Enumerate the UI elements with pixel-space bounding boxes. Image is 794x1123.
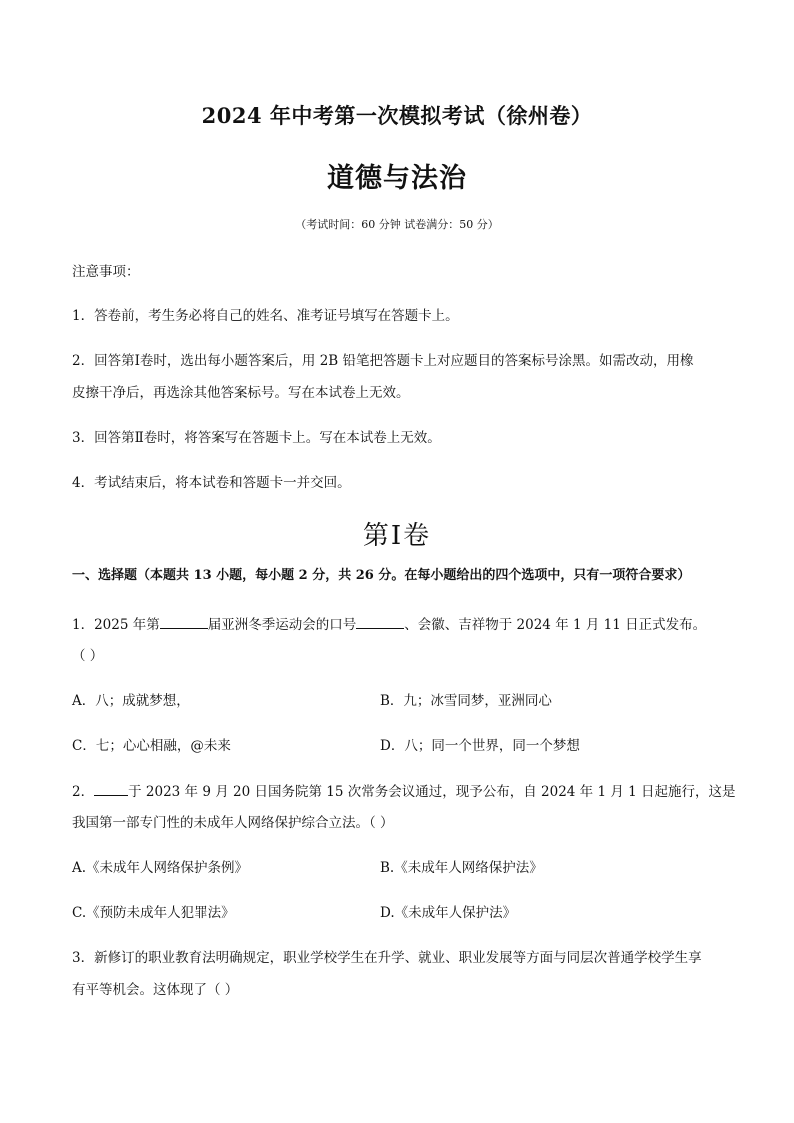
exam-title: 2024 年中考第一次模拟考试（徐州卷） <box>201 103 593 128</box>
question-2-text-a: 2． <box>72 784 95 800</box>
notice-item-1: 1．答卷前，考生务必将自己的姓名、准考证号填写在答题卡上。 <box>72 308 459 324</box>
subject-title: 道德与法治 <box>327 163 467 194</box>
notice-item-3: 3．回答第Ⅱ卷时，将答案写在答题卡上。写在本试卷上无效。 <box>72 430 441 446</box>
question-2-stem <box>72 781 736 802</box>
question-1-option-a: A．八；成就梦想， <box>72 693 190 709</box>
question-2-option-a: A.《未成年人网络保护条例》 <box>72 860 249 876</box>
section-title: 第Ⅰ卷 <box>362 521 432 551</box>
question-1-option-b: B．九；冰雪同梦，亚洲同心 <box>380 693 552 709</box>
question-1-text-c: 、会徽、吉祥物于 2024 年 1 月 11 日正式发布。 <box>404 617 707 633</box>
notice-item-4: 4．考试结束后，将本试卷和答题卡一并交回。 <box>72 475 351 491</box>
notice-heading: 注意事项： <box>72 264 140 280</box>
question-2-option-d: D.《未成年人保护法》 <box>380 905 517 921</box>
question-2-option-c: C.《预防未成年人犯罪法》 <box>72 905 235 921</box>
section-instruction: 一、选择题（本题共 13 小题，每小题 2 分，共 26 分。在每小题给出的四个选项中，只有一项符合要求） <box>72 568 691 583</box>
answer-blank <box>356 614 404 629</box>
notice-item-2-cont: 皮擦干净后，再选涂其他答案标号。写在本试卷上无效。 <box>72 385 410 401</box>
notice-item-2: 2．回答第Ⅰ卷时，选出每小题答案后，用 2B 铅笔把答题卡上对应题目的答案标号涂黑。如需改动，用橡 <box>72 353 694 369</box>
answer-blank <box>160 614 208 629</box>
question-1-stem <box>72 614 706 635</box>
question-2-stem-line2: 我国第一部专门性的未成年人网络保护综合立法。（ ） <box>72 815 394 831</box>
question-1-text-a: 1．2025 年第 <box>72 617 160 633</box>
exam-info: （考试时间：60 分钟 试卷满分：50 分） <box>295 218 499 231</box>
question-3-stem-line2: 有平等机会。这体现了（ ） <box>72 982 239 998</box>
question-1-paren: （ ） <box>72 648 104 664</box>
question-2-option-b: B.《未成年人网络保护法》 <box>380 860 543 876</box>
question-3-stem: 3．新修订的职业教育法明确规定，职业学校学生在升学、就业、职业发展等方面与同层次普通学校学生享 <box>72 950 702 966</box>
question-1-text-b: 届亚洲冬季运动会的口号 <box>207 617 357 633</box>
question-1-option-c: C．七；心心相融，@未来 <box>72 738 231 754</box>
answer-blank <box>94 781 128 796</box>
question-1-option-d: D．八；同一个世界，同一个梦想 <box>380 738 580 754</box>
question-2-text-b: 于 2023 年 9 月 20 日国务院第 15 次常务会议通过，现予公布，自 2024 年 1 月 1 日起施行，这是 <box>128 784 736 800</box>
